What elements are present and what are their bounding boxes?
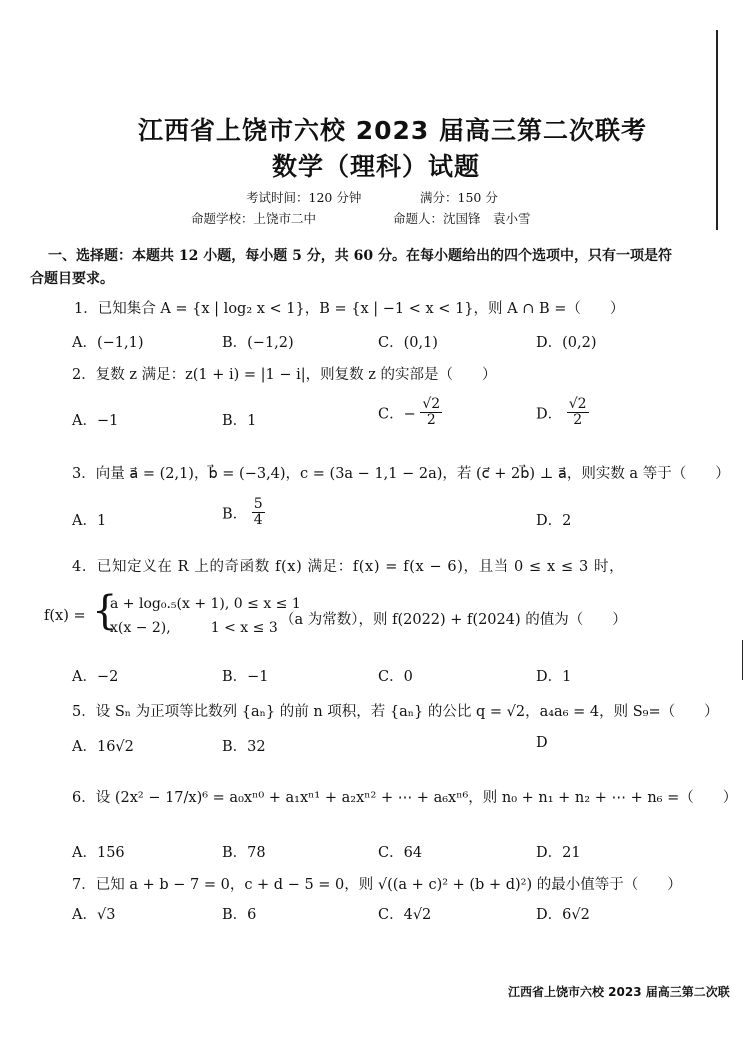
exam-authors: 命题人：沈国锋 袁小雪 <box>393 211 531 226</box>
question-2-stem: 2．复数 z 满足：z(1 + i) = |1 − i|，则复数 z 的实部是（ ） <box>72 367 497 383</box>
question-7-option-b: B．6 <box>222 907 257 923</box>
question-4-option-a: A．−2 <box>72 669 119 685</box>
question-4-fx-label: f(x) = <box>44 608 86 624</box>
question-3-stem: 3．向量 a⃗ = (2,1)，b⃗ = (−3,4)，c = (3a − 1,1 − 2a)，若 (c⃗ + 2b⃗) ⊥ a⃗，则实数 a 等于（ ） <box>72 466 730 482</box>
question-6-stem-prefix: 6．设 <box>72 790 111 806</box>
page-edge-line-lower <box>742 640 743 680</box>
question-5-option-a: A．16√2 <box>72 739 134 755</box>
question-7-option-d: D．6√2 <box>536 907 590 923</box>
question-7-stem: 7．已知 a + b − 7 = 0，c + d − 5 = 0，则 √((a + c)² + (b + d)²) 的最小值等于（ ） <box>72 877 682 893</box>
exam-title: 江西省上饶市六校 2023 届高三第二次联考 <box>138 116 647 145</box>
question-4-option-b: B．−1 <box>222 669 269 685</box>
question-2-option-c-fraction: $\frac{√2}{2}$ <box>422 396 441 429</box>
question-1-option-a: A．(−1,1) <box>72 335 144 351</box>
question-2-option-d: D． $\frac{√2}{2}$ <box>536 396 587 429</box>
question-4-piece-1: a + log₀.₅(x + 1), 0 ≤ x ≤ 1 <box>110 596 301 612</box>
question-4-stem: 4．已知定义在 R 上的奇函数 f(x) 满足：f(x) = f(x − 6)，且当 0 ≤ x ≤ 3 时， <box>72 559 625 575</box>
question-4-brace: { <box>92 588 118 634</box>
question-3-option-d: D．2 <box>536 513 572 529</box>
question-3-option-b: B． $\frac{5}{4}$ <box>222 496 263 529</box>
question-6-option-a: A．156 <box>72 845 125 861</box>
question-7-option-a: A．√3 <box>72 907 116 923</box>
question-5-option-d: D <box>536 735 548 751</box>
page-edge-line <box>716 30 718 230</box>
question-7-option-c: C．4√2 <box>378 907 432 923</box>
question-2-option-d-fraction: $\frac{√2}{2}$ <box>568 396 587 429</box>
question-3-option-a: A．1 <box>72 513 107 529</box>
question-1-option-b: B．(−1,2) <box>222 335 294 351</box>
exam-subtitle: 数学（理科）试题 <box>272 152 481 181</box>
question-4-option-c: C．0 <box>378 669 413 685</box>
question-2-option-b: B．1 <box>222 413 257 429</box>
question-6-option-d: D．21 <box>536 845 581 861</box>
question-1-option-c: C．(0,1) <box>378 335 438 351</box>
question-3-option-b-fraction: $\frac{5}{4}$ <box>253 496 263 529</box>
section-heading: 一、选择题：本题共 12 小题，每小题 5 分，共 60 分。在每小题给出的四个选项中，只有一项是符 <box>48 248 672 264</box>
question-1-stem: 1．已知集合 A = {x | log₂ x < 1}，B = {x | −1 < x < 1}，则 A ∩ B =（ ） <box>74 301 625 317</box>
section-heading-cont: 合题目要求。 <box>30 271 114 287</box>
full-score: 满分：150 分 <box>420 190 498 205</box>
question-5-stem: 5．设 Sₙ 为正项等比数列 {aₙ} 的前 n 项积，若 {aₙ} 的公比 q = √2，a₄a₆ = 4，则 S₉=（ ） <box>72 704 719 720</box>
question-5-option-b: B．32 <box>222 739 266 755</box>
exam-school: 命题学校：上饶市二中 <box>191 211 317 226</box>
page-footer: 江西省上饶市六校 2023 届高三第二次联 <box>508 985 730 999</box>
question-6-option-b: B．78 <box>222 845 266 861</box>
question-1-option-d: D．(0,2) <box>536 335 597 351</box>
exam-time: 考试时间：120 分钟 <box>246 190 362 205</box>
question-2-option-c: C．− $\frac{√2}{2}$ <box>378 396 441 429</box>
question-4-tail: （a 为常数），则 f(2022) + f(2024) 的值为（ ） <box>280 612 627 628</box>
question-4-option-d: D．1 <box>536 669 572 685</box>
question-4-piece-2: x(x − 2), 1 < x ≤ 3 <box>110 620 278 636</box>
question-6-stem <box>72 786 737 807</box>
question-6-stem-expression: (2x² − 17/x)⁶ = a₀xⁿ⁰ + a₁xⁿ¹ + a₂xⁿ² + ⋯ + a₆xⁿ⁶，则 n₀ + n₁ + n₂ + ⋯ + n₆ =（ ） <box>114 790 738 806</box>
question-6-option-c: C．64 <box>378 845 423 861</box>
question-2-option-a: A．−1 <box>72 413 119 429</box>
